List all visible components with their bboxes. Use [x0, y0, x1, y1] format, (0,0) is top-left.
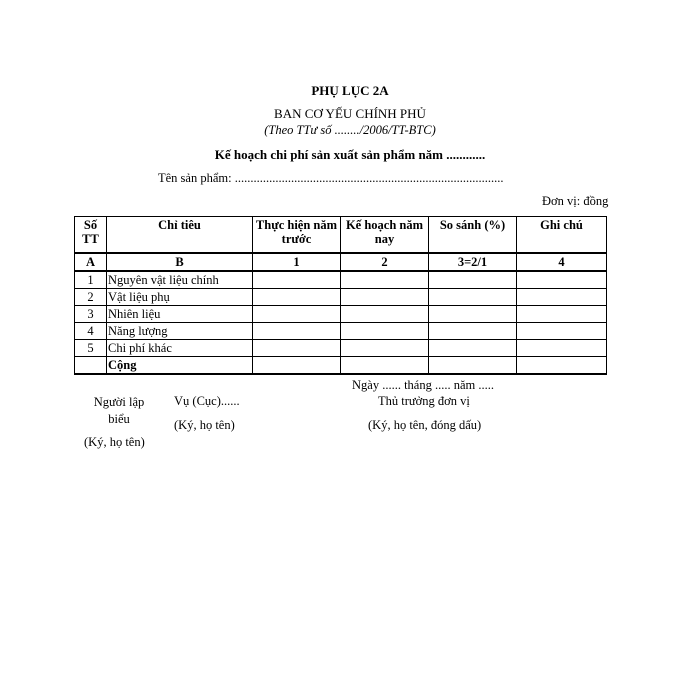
value-cell[interactable]: [341, 289, 429, 306]
total-row: [75, 357, 607, 375]
row-item: Năng lượng: [107, 323, 253, 340]
currency-unit: Đơn vị: đồng: [542, 194, 609, 208]
column-header: Thực hiện năm trước: [253, 217, 341, 254]
value-cell[interactable]: [517, 340, 607, 357]
row-item: Nhiên liệu: [107, 306, 253, 323]
column-header: Chỉ tiêu: [107, 217, 253, 254]
row-number: 2: [75, 289, 107, 306]
column-code: 3=2/1: [429, 253, 517, 271]
date-line: Ngày ...... tháng ..... năm .....: [352, 378, 494, 392]
value-cell[interactable]: [517, 306, 607, 323]
row-number: [75, 357, 107, 375]
value-cell[interactable]: [429, 271, 517, 289]
table-row: [75, 306, 607, 323]
value-cell[interactable]: [253, 357, 341, 375]
preparer-title: Người lập biểu: [93, 395, 145, 426]
value-cell[interactable]: [341, 306, 429, 323]
column-code: 4: [517, 253, 607, 271]
column-code: A: [75, 253, 107, 271]
department-signature-note: (Ký, họ tên): [174, 418, 235, 432]
table-row: [75, 271, 607, 289]
column-header: Ghi chú: [517, 217, 607, 254]
column-code: B: [107, 253, 253, 271]
value-cell[interactable]: [429, 306, 517, 323]
value-cell[interactable]: [517, 289, 607, 306]
preparer-signature-note: (Ký, họ tên): [84, 435, 145, 449]
value-cell[interactable]: [341, 323, 429, 340]
value-cell[interactable]: [429, 289, 517, 306]
row-number: 1: [75, 271, 107, 289]
table-header-row: [75, 217, 607, 254]
value-cell[interactable]: [517, 271, 607, 289]
appendix-title: PHỤ LỤC 2A: [311, 83, 389, 98]
value-cell[interactable]: [517, 323, 607, 340]
value-cell[interactable]: [517, 357, 607, 375]
product-name-line: Tên sản phẩm: ......................................................................................: [158, 171, 504, 185]
value-cell[interactable]: [253, 340, 341, 357]
head-of-unit-title: Thủ trưởng đơn vị: [378, 394, 470, 408]
row-number: 3: [75, 306, 107, 323]
value-cell[interactable]: [341, 340, 429, 357]
value-cell[interactable]: [253, 289, 341, 306]
table-row: [75, 289, 607, 306]
cost-plan-table: [74, 216, 607, 375]
column-code-row: [75, 253, 607, 271]
value-cell[interactable]: [341, 271, 429, 289]
department-title: Vụ (Cục)......: [174, 394, 240, 408]
head-of-unit-signature-note: (Ký, họ tên, đóng dấu): [368, 418, 482, 432]
column-header: Số TT: [75, 217, 107, 254]
circular-reference: (Theo TTư số ......../2006/TT-BTC): [264, 123, 436, 137]
row-item: Vật liệu phụ: [107, 289, 253, 306]
organization-name: BAN CƠ YẾU CHÍNH PHỦ: [274, 106, 426, 121]
value-cell[interactable]: [253, 323, 341, 340]
column-header: Kế hoạch năm nay: [341, 217, 429, 254]
row-item: Nguyên vật liệu chính: [107, 271, 253, 289]
value-cell[interactable]: [253, 306, 341, 323]
row-number: 4: [75, 323, 107, 340]
table-row: [75, 323, 607, 340]
column-code: 1: [253, 253, 341, 271]
column-code: 2: [341, 253, 429, 271]
table-row: [75, 340, 607, 357]
column-header: So sánh (%): [429, 217, 517, 254]
value-cell[interactable]: [341, 357, 429, 375]
row-number: 5: [75, 340, 107, 357]
value-cell[interactable]: [429, 340, 517, 357]
total-label: Cộng: [107, 357, 253, 375]
value-cell[interactable]: [429, 357, 517, 375]
row-item: Chi phí khác: [107, 340, 253, 357]
value-cell[interactable]: [429, 323, 517, 340]
value-cell[interactable]: [253, 271, 341, 289]
plan-title: Kế hoạch chi phí sản xuất sản phẩm năm ............: [214, 147, 486, 162]
